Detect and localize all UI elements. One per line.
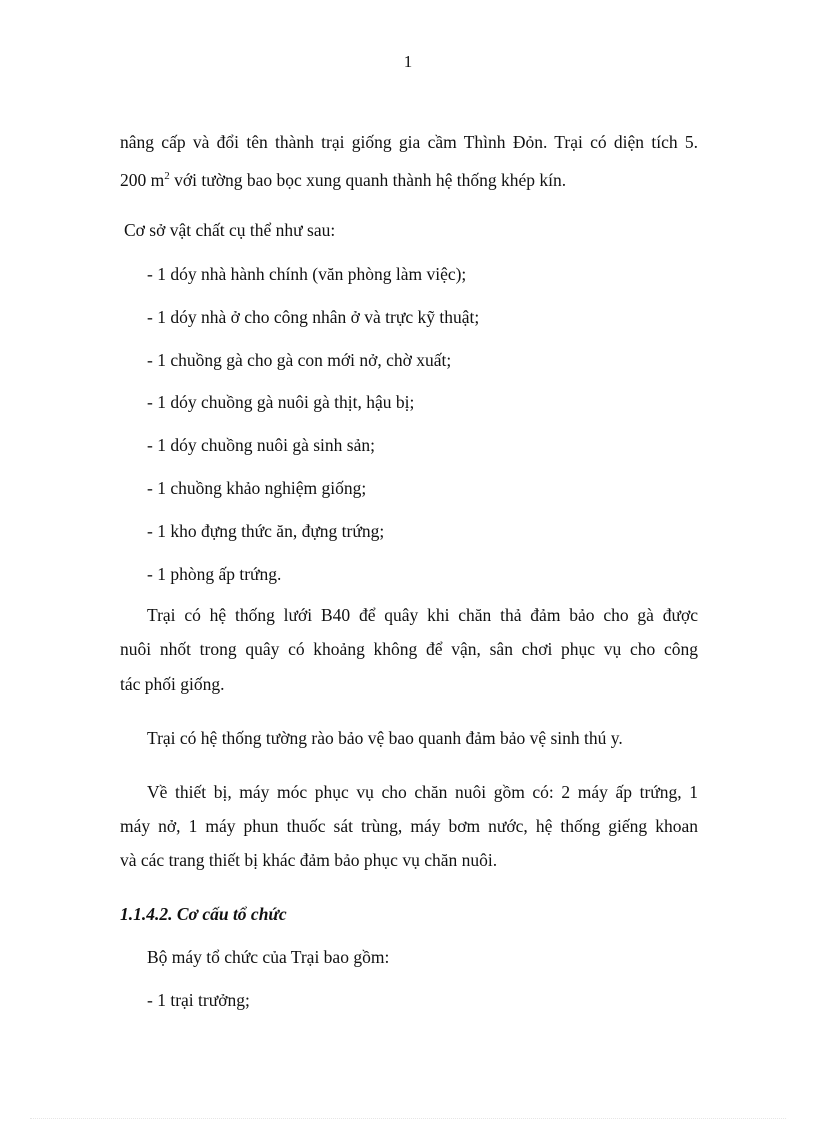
section-intro: Bộ máy tổ chức của Trại bao gồm: bbox=[147, 947, 390, 967]
list-item: - 1 kho đựng thức ăn, đựng trứng; bbox=[147, 521, 385, 541]
fence-line-1: Trại có hệ thống lưới B40 để quây khi chăn thả đảm bảo cho gà được bbox=[147, 605, 698, 625]
area-unit-exponent: 2 bbox=[164, 170, 170, 182]
equipment-line-1: Về thiết bị, máy móc phục vụ cho chăn nuôi gồm có: 2 máy ấp trứng, 1 bbox=[147, 782, 698, 802]
list-item: - 1 trại trưởng; bbox=[147, 990, 250, 1010]
list-item: - 1 dóy chuồng gà nuôi gà thịt, hậu bị; bbox=[147, 392, 415, 412]
facilities-intro: Cơ sở vật chất cụ thể như sau: bbox=[124, 220, 336, 240]
list-item: - 1 dóy chuồng nuôi gà sinh sản; bbox=[147, 435, 375, 455]
list-item: - 1 dóy nhà ở cho công nhân ở và trực kỹ thuật; bbox=[147, 307, 480, 327]
fence-line-2: nuôi nhốt trong quây có khoảng không để vận, sân chơi phục vụ cho công bbox=[120, 639, 698, 659]
intro-line-2 bbox=[120, 165, 566, 191]
section-heading: 1.1.4.2. Cơ cấu tổ chức bbox=[120, 904, 287, 924]
equipment-line-3: và các trang thiết bị khác đảm bảo phục vụ chăn nuôi. bbox=[120, 850, 498, 870]
list-item: - 1 chuồng gà cho gà con mới nở, chờ xuất; bbox=[147, 350, 452, 370]
intro-line-1: nâng cấp và đổi tên thành trại giống gia cầm Thình Đỏn. Trại có diện tích 5. bbox=[120, 132, 698, 152]
wall-paragraph: Trại có hệ thống tường rào bảo vệ bao quanh đảm bảo vệ sinh thú y. bbox=[147, 728, 623, 748]
equipment-line-2: máy nở, 1 máy phun thuốc sát trùng, máy bơm nước, hệ thống giếng khoan bbox=[120, 816, 698, 836]
list-item: - 1 phòng ấp trứng. bbox=[147, 564, 282, 584]
list-item: - 1 dóy nhà hành chính (văn phòng làm việc); bbox=[147, 264, 467, 284]
area-value: 200 m bbox=[120, 169, 165, 190]
fence-line-3: tác phối giống. bbox=[120, 674, 225, 694]
page-bottom-rule bbox=[30, 1118, 786, 1119]
intro-line-2-text: với tường bao bọc xung quanh thành hệ thống khép kín. bbox=[169, 169, 567, 190]
list-item: - 1 chuồng khảo nghiệm giống; bbox=[147, 478, 367, 498]
page-number: 1 bbox=[403, 52, 413, 71]
